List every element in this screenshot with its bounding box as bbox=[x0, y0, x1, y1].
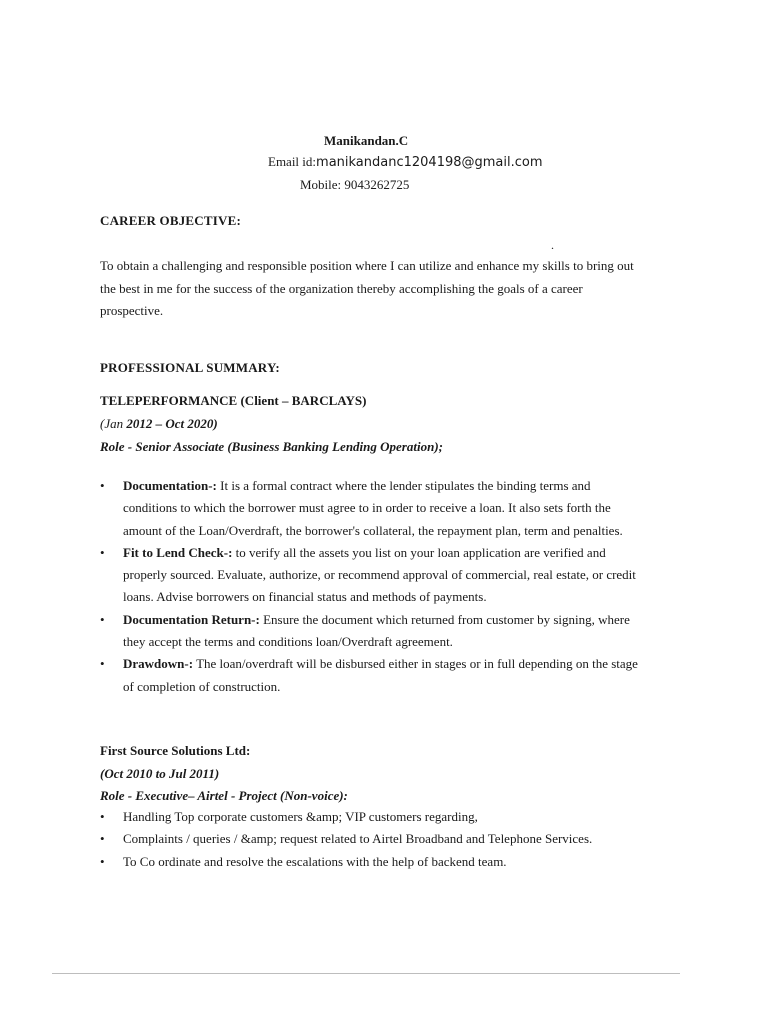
dates-range: 2012 – Oct 2020) bbox=[126, 416, 218, 431]
duty-term: Documentation Return-: bbox=[123, 611, 260, 627]
email-address: manikandanc1204198@gmail.com bbox=[316, 155, 543, 170]
career-objective-text: To obtain a challenging and responsible position where I can utilize and enhance my skills to bring out the best in me for the success of the organization thereby accomplishing the goals of a career prospective. bbox=[100, 258, 634, 318]
employment-dates bbox=[100, 416, 218, 432]
job-duties-list bbox=[100, 806, 640, 873]
candidate-name: Manikandan.C bbox=[324, 133, 409, 148]
bullet-icon: • bbox=[100, 831, 105, 847]
stray-mark: . bbox=[551, 238, 554, 252]
list-item bbox=[100, 653, 640, 698]
duty-text: to verify all the assets you list on your loan application are verified and properly sourced. Evaluate, authorize, or recommend approval of commercial, real estate, or credit loans. Advise borrowers on financial status and methods of payments. bbox=[123, 544, 636, 605]
dates-prefix: (Jan bbox=[100, 416, 127, 431]
duty-text: Handling Top corporate customers &amp; VIP customers regarding, bbox=[123, 809, 478, 824]
career-objective-heading: CAREER OBJECTIVE: bbox=[100, 213, 242, 228]
list-item bbox=[100, 542, 640, 609]
bullet-icon: • bbox=[100, 544, 105, 560]
bullet-icon: • bbox=[100, 853, 105, 869]
company-name: First Source Solutions Ltd: bbox=[100, 743, 251, 758]
bullet-icon: • bbox=[100, 478, 105, 493]
email-label: Email id: bbox=[268, 154, 317, 169]
duty-text: It is a formal contract where the lender stipulates the binding terms and conditions to which the borrower must agree to in order to receive a loan. It also sets forth the amount of the Loan/Overdraft, the borrower's collateral, the repayment plan, term and penalties. bbox=[123, 478, 623, 538]
duty-text: To Co ordinate and resolve the escalations with the help of backend team. bbox=[123, 853, 507, 869]
mobile-line: Mobile: 9043262725 bbox=[300, 177, 410, 192]
bullet-icon: • bbox=[100, 809, 105, 824]
duty-term: Fit to Lend Check-: bbox=[123, 544, 233, 560]
company-name: TELEPERFORMANCE (Client – BARCLAYS) bbox=[100, 393, 367, 408]
page-footer-divider bbox=[52, 973, 680, 974]
duty-text: Complaints / queries / &amp; request related to Airtel Broadband and Telephone Services. bbox=[123, 831, 593, 847]
list-item bbox=[100, 851, 640, 873]
duty-term: Documentation-: bbox=[123, 478, 217, 493]
duty-text: Ensure the document which returned from customer by signing, where they accept the terms and conditions loan/Overdraft agreement. bbox=[123, 611, 630, 650]
professional-summary-heading: PROFESSIONAL SUMMARY: bbox=[100, 360, 280, 375]
employment-dates: (Oct 2010 to Jul 2011) bbox=[100, 766, 220, 781]
bullet-icon: • bbox=[100, 656, 105, 672]
list-item bbox=[100, 475, 640, 542]
bullet-icon: • bbox=[100, 611, 105, 627]
list-item bbox=[100, 806, 640, 828]
duty-term: Drawdown-: bbox=[123, 656, 194, 672]
list-item bbox=[100, 828, 640, 850]
job-duties-list bbox=[100, 475, 640, 698]
job-role: Role - Senior Associate (Business Banking Lending Operation); bbox=[100, 439, 443, 454]
email-line bbox=[268, 154, 543, 170]
duty-text: The loan/overdraft will be disbursed either in stages or in full depending on the stage of completion of construction. bbox=[123, 656, 638, 694]
list-item bbox=[100, 609, 640, 654]
job-role: Role - Executive– Airtel - Project (Non-voice): bbox=[100, 788, 348, 803]
